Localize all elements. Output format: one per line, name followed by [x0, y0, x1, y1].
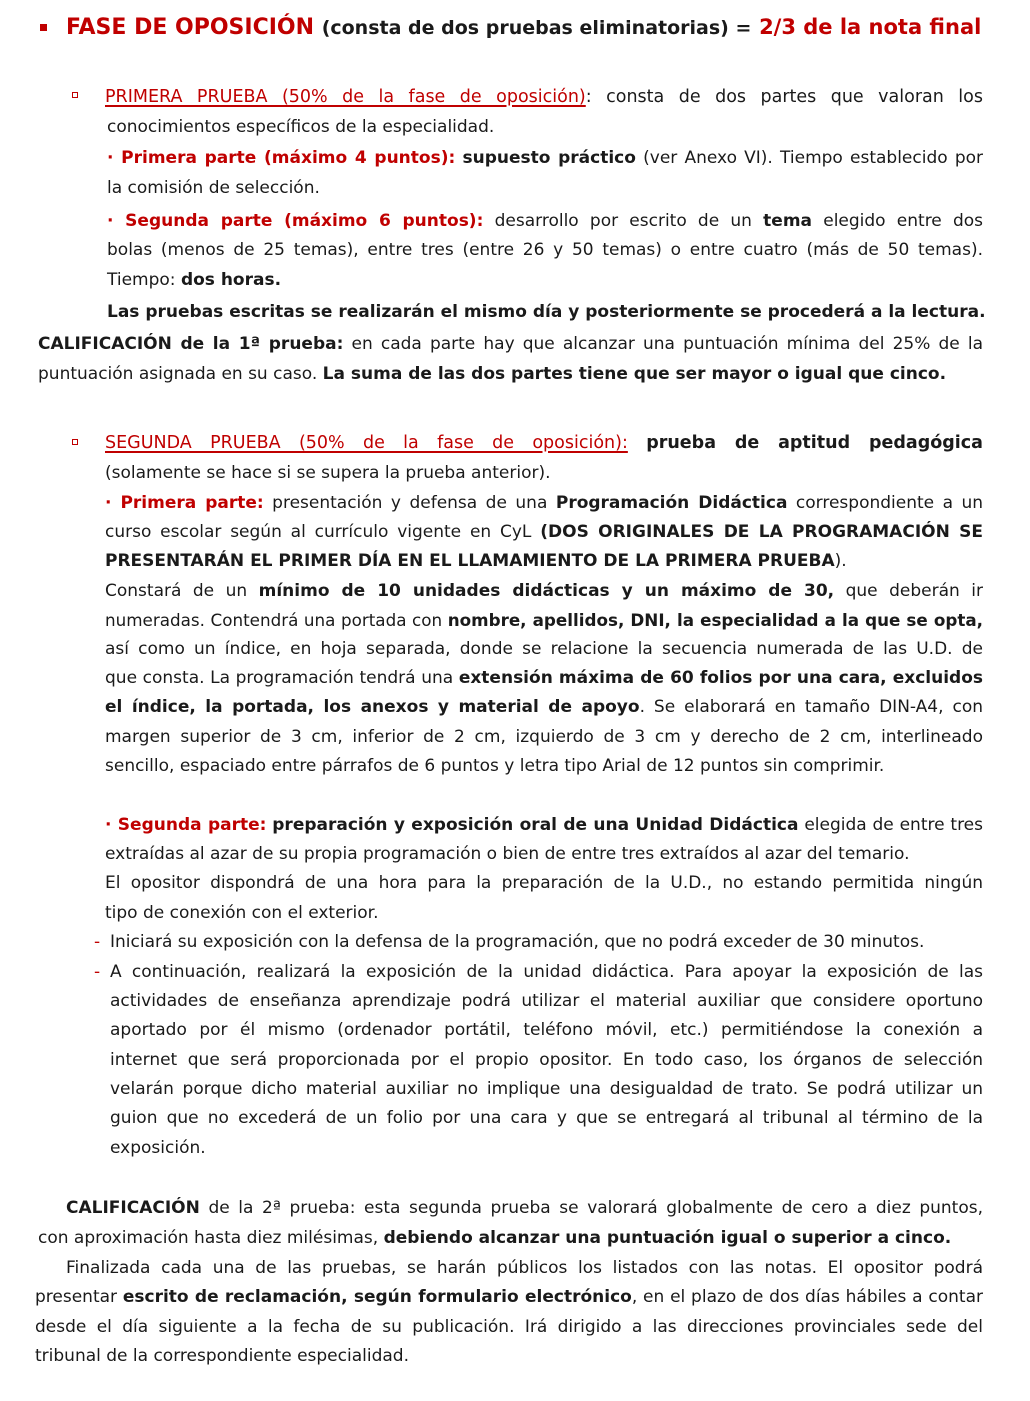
prueba2-heading: SEGUNDA PRUEBA (50% de la fase de oposición):	[105, 433, 628, 453]
calif1-line2-a: puntuación asignada en su caso.	[38, 364, 318, 384]
p1-line4-b: que deberán ir	[845, 581, 983, 601]
p1-line7-bold: extensión máxima de 60 folios por una cara, excluidos	[458, 668, 983, 688]
fin-line2-bold: escrito de reclamación, según formulario electrónico	[122, 1287, 632, 1307]
calif1-rest: en cada parte hay que alcanzar una puntuación mínima del 25% de la	[351, 334, 983, 354]
dash2-marker: -	[94, 962, 101, 982]
prueba2-bullet	[72, 439, 78, 445]
p2-line1	[105, 814, 983, 836]
p1-line4	[105, 580, 983, 602]
p2-line4: tipo de conexión con el exterior.	[105, 903, 379, 923]
p1-line10: sencillo, espaciado entre párrafos de 6 puntos y letra tipo Arial de 12 puntos sin comprimir.	[105, 756, 885, 776]
p2-b: elegida de entre tres	[804, 815, 983, 835]
p1-line5-bold: nombre, apellidos, DNI, la especialidad a la que se opta,	[447, 610, 984, 630]
p2-line3: El opositor dispondrá de una hora para la preparación de la U.D., no estando permitida ningún	[105, 873, 983, 893]
calif2-line2	[38, 1227, 951, 1249]
escritas-note: Las pruebas escritas se realizarán el mismo día y posteriormente se procederá a la lectura.	[107, 302, 986, 322]
dash1-marker: -	[94, 932, 101, 952]
parte2-b: elegido entre dos	[823, 211, 984, 231]
prueba2-heading-rest: prueba de aptitud pedagógica	[646, 433, 983, 453]
calif1-bold: CALIFICACIÓN de la 1ª prueba:	[38, 334, 344, 354]
calif2-a: de la 2ª prueba	[208, 1198, 350, 1218]
parte1-label: · Primera parte (máximo 4 puntos):	[107, 148, 456, 168]
parte2-line3-a: Tiempo:	[107, 270, 176, 290]
p1-bold: Programación Didáctica	[555, 493, 788, 513]
page-title	[66, 16, 981, 39]
parte2-bold: tema	[763, 211, 813, 231]
dash2-line2: actividades de enseñanza aprendizaje podrá utilizar el material auxiliar que considere oportuno	[110, 991, 983, 1011]
parte2-a: desarrollo por escrito de un	[494, 211, 752, 231]
parte1-line1	[107, 147, 983, 169]
p1-line2-a: curso escolar según al currículo vigente en CyL	[105, 522, 532, 542]
p1-line5	[105, 609, 983, 631]
fin-line2	[35, 1286, 983, 1308]
parte2-line1	[107, 210, 983, 232]
parte2-line2: bolas (menos de 25 temas), entre tres (entre 26 y 50 temas) o entre cuatro (más de 50 temas).	[107, 240, 983, 260]
calif2-line1	[66, 1197, 983, 1219]
p1-line6: así como un índice, en hoja separada, donde se relacione la secuencia numerada de las U.D. de	[105, 639, 983, 659]
fin-line2-b: , en el plazo de dos días hábiles a contar	[631, 1287, 983, 1307]
header-bullet	[40, 24, 47, 31]
fin-line1: Finalizada cada una de las pruebas, se harán públicos los listados con las notas. El opositor podrá	[66, 1258, 983, 1278]
dash2-line1: A continuación, realizará la exposición de la unidad didáctica. Para apoyar la exposición de las	[110, 962, 983, 982]
parte2-line3	[107, 269, 281, 291]
title-value: 2/3 de la nota final	[759, 15, 982, 39]
dash1-text: Iniciará su exposición con la defensa de la programación, que no podrá exceder de 30 minutos.	[110, 932, 925, 952]
dash2-line4: internet que será proporcionada por el propio opositor. En todo caso, los órganos de selección	[110, 1050, 983, 1070]
prueba1-heading: PRIMERA PRUEBA (50% de la fase de oposición)	[105, 87, 586, 107]
p1-line8-bold: el índice, la portada, los anexos y material de apoyo	[105, 697, 640, 717]
title-middle: (consta de dos pruebas eliminatorias) =	[321, 17, 752, 39]
calif2-bold: CALIFICACIÓN	[66, 1198, 200, 1218]
title-red: FASE DE OPOSICIÓN	[66, 15, 315, 40]
fin-line4: tribunal de la correspondiente especialidad.	[35, 1346, 409, 1366]
fin-line3: desde el día siguiente a la fecha de su publicación. Irá dirigido a las direcciones provinciales sede del	[35, 1317, 983, 1337]
p1-line7	[105, 667, 983, 689]
calif2-line2-a: con aproximación hasta diez milésimas,	[38, 1228, 379, 1248]
calif2-line2-bold: debiendo alcanzar una puntuación igual o superior a cinco.	[383, 1228, 952, 1248]
prueba1-heading-line	[105, 86, 983, 108]
prueba2-line2: (solamente se hace si se supera la prueba anterior).	[105, 463, 551, 483]
p1-line9: margen superior de 3 cm, inferior de 2 cm, izquierdo de 3 cm y derecho de 2 cm, interlineado	[105, 727, 983, 747]
p1-b: correspondiente a un	[795, 493, 984, 513]
p1-line8-b: . Se elaborará en tamaño DIN-A4, con	[639, 697, 984, 717]
prueba2-heading-line	[105, 432, 983, 454]
prueba1-line2: conocimientos específicos de la especialidad.	[107, 117, 495, 137]
p1-line1	[105, 492, 983, 514]
dash2-line7: exposición.	[110, 1138, 206, 1158]
p1-line5-a: numeradas. Contendrá una portada con	[105, 610, 443, 630]
prueba1-bullet	[72, 92, 78, 98]
p2-line2: extraídas al azar de su propia programación o bien de entre tres extraídos al azar del temario.	[105, 844, 910, 864]
p1-line4-bold: mínimo de 10 unidades didácticas y un máximo de 30,	[258, 581, 835, 601]
fin-line2-a: presentar	[35, 1287, 118, 1307]
p1-a: presentación y defensa de una	[272, 493, 548, 513]
p1-line3-bold: PRESENTARÁN EL PRIMER DÍA EN EL LLAMAMIENTO DE LA PRIMERA PRUEBA	[105, 551, 835, 571]
calif1-line1	[38, 333, 983, 355]
p1-line4-a: Constará de un	[105, 581, 248, 601]
parte1-line2: la comisión de selección.	[107, 178, 320, 198]
p1-line8	[105, 696, 983, 718]
parte2-label: · Segunda parte (máximo 6 puntos):	[107, 211, 484, 231]
calif1-line2	[38, 363, 946, 385]
parte2-line3-bold: dos horas.	[180, 270, 282, 290]
p2-bold: preparación y exposición oral de una Unidad Didáctica	[272, 815, 799, 835]
p2-label: · Segunda parte:	[105, 815, 267, 835]
p1-label: · Primera parte:	[105, 493, 264, 513]
p1-line2-bold: (DOS ORIGINALES DE LA PROGRAMACIÓN SE	[540, 522, 984, 542]
dash2-line6: guion que no excederá de un folio por una cara y que se entregará al tribunal al término de la	[110, 1108, 983, 1128]
p1-line7-a: que consta. La programación tendrá una	[105, 668, 454, 688]
parte1-rest: (ver Anexo VI). Tiempo establecido por	[643, 148, 984, 168]
dash2-line5: velarán porque dicho material auxiliar no implique una desigualdad de trato. Se podrá utilizar un	[110, 1079, 983, 1099]
calif1-line2-bold: La suma de las dos partes tiene que ser mayor o igual que cinco.	[322, 364, 947, 384]
calif2-b: : esta segunda prueba se valorará globalmente de cero a diez puntos,	[349, 1198, 983, 1218]
p1-line3-end: ).	[834, 551, 847, 571]
p1-line3	[105, 550, 847, 572]
parte1-bold: supuesto práctico	[462, 148, 636, 168]
prueba1-heading-rest: : consta de dos partes que valoran los	[585, 87, 983, 107]
p1-line2	[105, 521, 983, 543]
dash2-line3: aportado por él mismo (ordenador portátil, teléfono móvil, etc.) permitiéndose la conexión a	[110, 1020, 983, 1040]
